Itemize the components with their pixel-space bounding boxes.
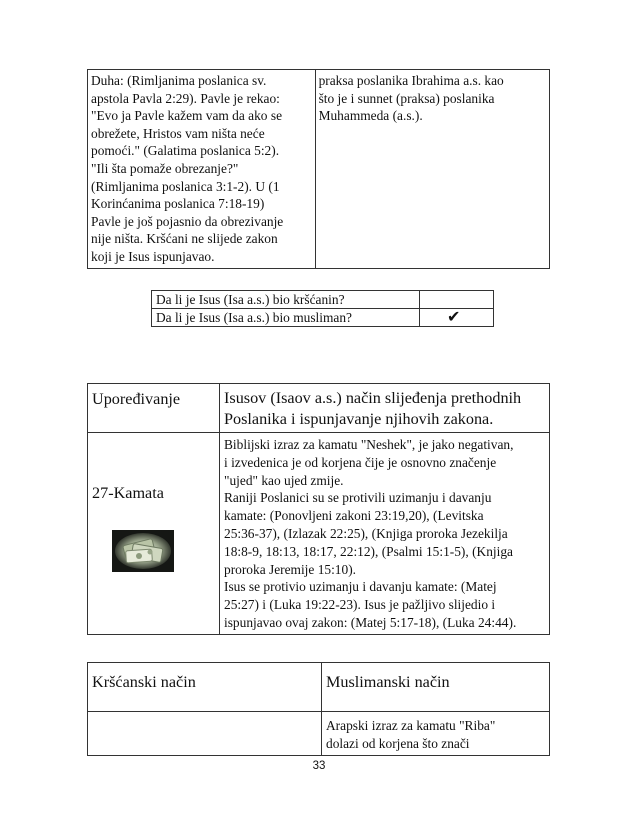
text-line: "Evo ja Pavle kažem vam da ako se	[91, 108, 283, 124]
text-line: "Ili šta pomaže obrezanje?"	[91, 160, 239, 176]
checklist-mark-cell	[420, 291, 494, 309]
topic-cell	[88, 433, 220, 635]
text-line: "ujed" kao ujed zmije.	[224, 472, 344, 488]
text-line: 25:36-37), (Izlazak 22:25), (Knjiga proroka Jezekilja	[224, 525, 508, 541]
page-number: 33	[312, 760, 326, 772]
text-line: Isus se protivio uzimanju i davanju kamate: (Matej	[224, 579, 497, 595]
text-line: Duha: (Rimljanima poslanica sv.	[91, 73, 267, 88]
text-line: 18:8-9, 18:13, 18:17, 22:12), (Psalmi 15:1-5), (Knjiga	[224, 543, 513, 559]
ways-table	[87, 662, 550, 756]
muslim-way-cell	[322, 712, 550, 756]
checklist-question: Da li je Isus (Isa a.s.) bio kršćanin?	[152, 291, 420, 309]
checklist-mark-cell	[420, 309, 494, 327]
text-line: (Rimljanima poslanica 3:1-2). U (1	[91, 178, 280, 194]
checkmark-icon: ✔	[447, 307, 461, 326]
text-line: apstola Pavla 2:29). Pavle je rekao:	[91, 90, 280, 106]
text-line: kamate: (Ponovljeni zakoni 23:19,20), (Levitska	[224, 508, 484, 524]
text-line: Muhammeda (a.s.).	[318, 108, 423, 124]
text-line: i izvedenica je od korjena čije je osnovno značenje	[224, 454, 497, 470]
circumcision-muslim-cell	[315, 70, 549, 269]
checklist-row	[152, 309, 494, 327]
text-line: Korinćanima poslanica 7:18-19)	[91, 196, 265, 212]
text-line: proroka Jeremije 15:10).	[224, 561, 357, 577]
text-line: Arapski izraz za kamatu "Riba"	[326, 718, 496, 733]
text-line: dolazi od korjena što znači	[326, 736, 470, 751]
text-line: što je i sunnet (praksa) poslanika	[318, 90, 495, 106]
circumcision-christian-cell	[88, 70, 316, 269]
christian-way-cell	[88, 712, 322, 756]
checklist-table	[151, 290, 494, 327]
muslim-way-header: Muslimanski način	[322, 663, 550, 712]
money-banknotes-icon	[112, 530, 174, 572]
header-line: Poslanika i ispunjavanje njihovih zakona.	[224, 410, 494, 428]
text-line: praksa poslanika Ibrahima a.s. kao	[318, 73, 504, 88]
text-line: Pavle je još pojasnio da obrezivanje	[91, 213, 284, 229]
text-line: ispunjavao ovaj zakon: (Matej 5:17-18), (Luka 24:44).	[224, 614, 517, 630]
checklist-row	[152, 291, 494, 309]
text-line: 25:27) i (Luka 19:22-23). Isus je pažljivo slijedio i	[224, 597, 496, 613]
text-line: koji je Isus ispunjavao.	[91, 248, 215, 264]
continuation-table	[87, 69, 550, 269]
checklist-question: Da li je Isus (Isa a.s.) bio musliman?	[152, 309, 420, 327]
text-line: Raniji Poslanici su se protivili uzimanju i davanju	[224, 490, 492, 506]
comparison-table	[87, 383, 550, 635]
comparison-header-right	[220, 384, 550, 433]
text-line: Biblijski izraz za kamatu "Neshek", je jako negativan,	[224, 437, 514, 452]
text-line: nije ništa. Kršćani ne slijede zakon	[91, 231, 278, 247]
topic-label: 27-Kamata	[92, 484, 164, 502]
header-line: Isusov (Isaov a.s.) način slijeđenja prethodnih	[224, 389, 522, 407]
christian-way-header: Kršćanski način	[88, 663, 322, 712]
comparison-header-left: Upoređivanje	[88, 384, 220, 433]
interest-description-cell	[220, 433, 550, 635]
text-line: pomoći." (Galatima poslanica 5:2).	[91, 143, 280, 159]
text-line: obrežete, Hristos vam ništa neće	[91, 125, 265, 141]
